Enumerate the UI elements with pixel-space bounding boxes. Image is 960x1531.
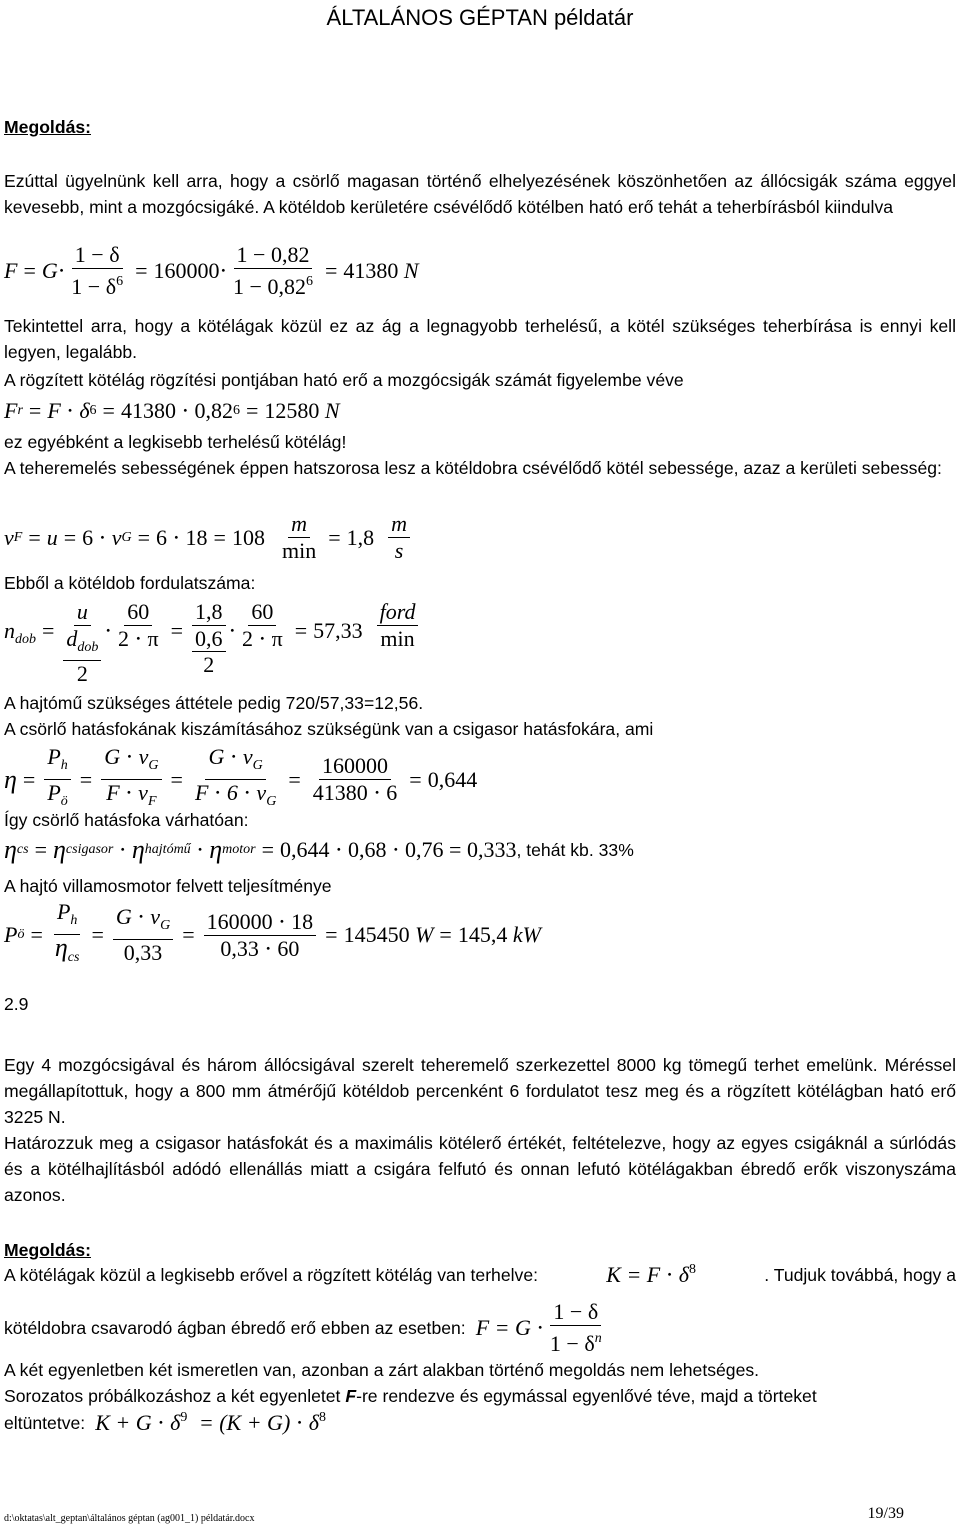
footer-page-number: 19/39 (867, 1505, 904, 1522)
equation-rpm: $n_{dob}$ = u $d_{dob}$ 2 ⋅ $\frac{60}{2 \cdot \pi}$ = 1,8 0,6 2 ⋅ $\frac{60}{2 \cdot \pi}$ = 57,33 $\frac{\text{ford}}{\min}$ (4, 600, 421, 686)
task-number: 2.9 (4, 994, 29, 1014)
solution-line-4: Sorozatos próbálkozáshoz a két egyenletet F-re rendezve és egymással egyenlővé téve, majd a törteket (4, 1386, 817, 1406)
solution-heading-2: Megoldás: (4, 1240, 91, 1260)
solution-line-3: A két egyenletben két ismeretlen van, azonban a zárt alakban történő megoldás nem lehetséges. (4, 1360, 760, 1380)
paragraph-load: Tekintettel arra, hogy a kötélágak közül ez az ág a legnagyobb terhelésű, a kötél szükséges teherbírása is ennyi kell legyen, legalább. (4, 316, 956, 362)
page-header-title: ÁLTALÁNOS GÉPTAN példatár (326, 5, 634, 30)
equation-speed: v F = u = 6 ⋅ v G = 6 ⋅ 18 = 108 $\frac{m}{\min}$ = 1,8 $\frac{m}{s}$ (4, 512, 413, 563)
equation-motor-power: P ö = $\frac{P_h}{\eta_{cs}}$ = $\frac{G \cdot v_G}{0,33}$ = $\frac{160000 \cdot 18}{0,33 \cdot 60}$ = 145450 W = 145,4 kW (4, 899, 541, 965)
paragraph-fixed-rope: A rögzített kötélág rögzítési pontjában ható erő a mozgócsigák számát figyelembe véve (4, 370, 684, 390)
task-question: Határozzuk meg a csigasor hatásfokát és a maximális kötélerő értékét, feltételezve, hogy az egyes csigáknál a súrlódás és a kötélhajlításból adódó ellenállás miatt a csigára felfutó és onnan lefutó kötélágakban ébredő erők viszonyszáma azonos. (4, 1133, 956, 1205)
equation-pulley-efficiency: η = $\frac{P_h}{P_ö}$ = $\frac{G \cdot v_G}{F \cdot v_F}$ = $\frac{G \cdot v_G}{F \cdot 6 \cdot v_G}$ = $\frac{160000}{41380 \cdot 6}$ = 0,644 (4, 744, 478, 809)
paragraph-intro: Ezúttal ügyelnünk kell arra, hogy a csörlő magasan történő elhelyezésének köszönhetően az állócsigák száma eggyel kevesebb, mint a mozgócsigáké. A kötéldob kerületére csévélődő kötélben ható erő tehát a teherbírásból kiindulva (4, 171, 956, 217)
solution-line-5: eltüntetve: $K + G \cdot \delta^9 = (K + G) \cdot \delta^8$ (4, 1410, 327, 1435)
paragraph-note: ez egyébként a legkisebb terhelésű kötélág! (4, 432, 347, 452)
paragraph-motor-power: A hajtó villamosmotor felvett teljesítménye (4, 876, 332, 896)
paragraph-efficiency: A csörlő hatásfokának kiszámításához szükségünk van a csigasor hatásfokára, ami (4, 719, 654, 739)
solution-line-2: kötéldobra csavarodó ágban ébredő erő ebben az esetben: F = G ⋅ $\frac{1 - \delta}{1 - \delta^n}$ (4, 1299, 602, 1356)
equation-force-fr: F r = F ⋅ δ 6 = 41380 ⋅ 0,82 6 = 12580 N (4, 398, 340, 423)
paragraph-rpm: Ebből a kötéldob fordulatszáma: (4, 573, 256, 593)
footer-file-path: d:\oktatas\alt_geptan\általános géptan (ag001_1) példatár.docx (4, 1513, 255, 1524)
paragraph-winch-efficiency: Így csörlő hatásfoka várhatóan: (4, 810, 249, 830)
task-description: Egy 4 mozgócsigával és három állócsigával szerelt teheremelő szerkezettel 8000 kg tömegű terhet emelünk. Méréssel megállapítottuk, hogy a 800 mm átmérőjű kötéldob percenként 6 fordulatot tesz meg és a rögzített kötélágban ható erő 3225 N. (4, 1055, 956, 1127)
equation-force-f: F = G ⋅ $\frac{1 - \delta}{1 - \delta^6}$ = 160000 ⋅ $\frac{1 - 0,82}{1 - 0,82^6}$ = 41380 N (4, 242, 419, 299)
solution-heading-1: Megoldás: (4, 117, 91, 137)
solution-line-1: A kötélágak közül a legkisebb erővel a rögzített kötélág van terhelve: $K = F \cdot \delta^8$ . Tudjuk továbbá, hogy a (4, 1262, 956, 1287)
equation-winch-efficiency: η cs = η csigasor ⋅ η hajtómű ⋅ η motor = 0,644 ⋅ 0,68 ⋅ 0,76 = 0,333 , tehát kb. 33% (4, 835, 634, 864)
paragraph-speed: A teheremelés sebességének éppen hatszorosa lesz a kötéldobra csévélődő kötél sebessége, azaz a kerületi sebesség: (4, 458, 942, 478)
paragraph-gear-ratio: A hajtómű szükséges áttétele pedig 720/57,33=12,56. (4, 693, 424, 713)
